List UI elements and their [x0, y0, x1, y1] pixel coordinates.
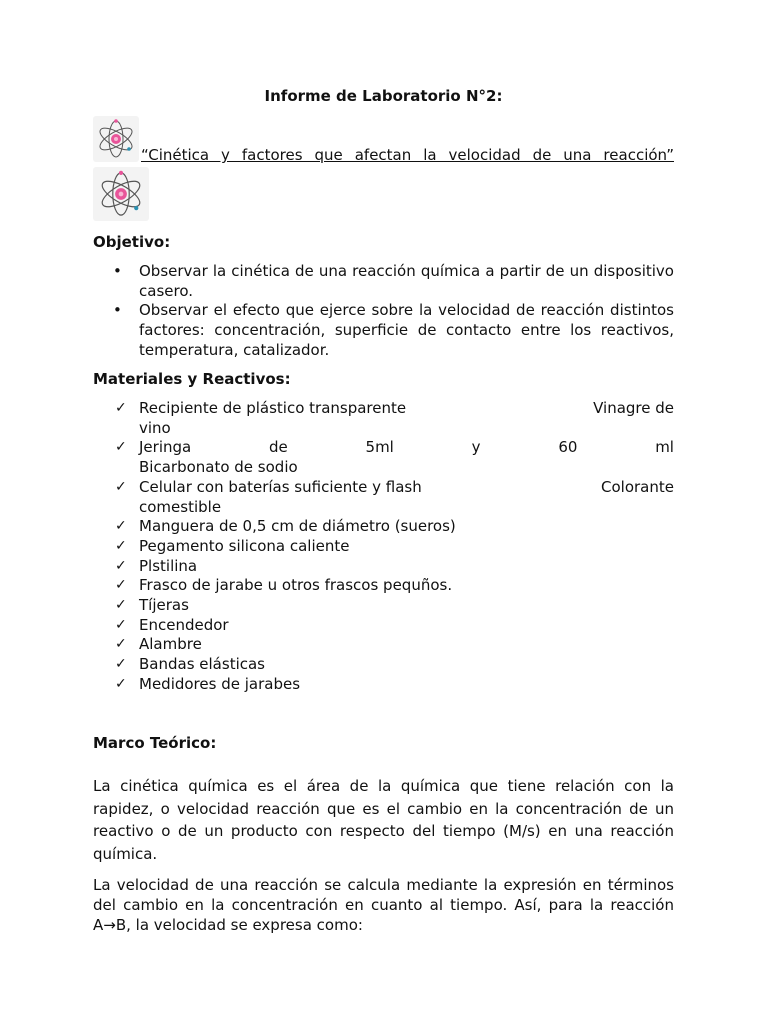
material-continuation: Bicarbonato de sodio [139, 458, 298, 477]
material-name: Medidores de jarabes [139, 674, 301, 693]
theory-paragraph: La velocidad de una reacción se calcula mediante la expresión en términos del cambio en la concentración en cuanto al tiempo. Así, para la reacción A→B, la velocidad se expresa como: [93, 876, 674, 934]
material-name: Vinagre de [593, 399, 674, 417]
check-icon: ✓ [115, 537, 127, 554]
check-icon: ✓ [115, 656, 127, 673]
list-item [93, 478, 674, 517]
material-name: Recipiente de plástico transparente [139, 399, 407, 417]
check-icon: ✓ [115, 400, 127, 416]
material-name: Colorante [601, 477, 674, 496]
material-name: Alambre [139, 635, 202, 654]
check-icon: ✓ [115, 439, 127, 456]
list-item [93, 557, 674, 577]
material-word: y [471, 438, 481, 457]
atom-icon [93, 167, 149, 221]
material-word: Jeringa [139, 438, 192, 457]
document-title: Informe de Laboratorio N°2: [264, 87, 503, 105]
material-word: ml [655, 438, 674, 457]
list-item: • Observar el efecto que ejerce sobre la velocidad de reacción distintos factores: concentración, superficie de contacto entre los reactivos, temperatura, catalizador. [93, 301, 674, 360]
material-name: Tíjeras [139, 596, 189, 615]
theory-paragraph: La cinética química es el área de la química que tiene relación con la rapidez, o velocidad reacción que es el cambio en la concentración de un reactivo o de un producto con respecto del tiempo (M/s) en una reacción química. [93, 777, 674, 863]
material-word: de [269, 438, 288, 457]
list-item [93, 635, 674, 655]
check-icon: ✓ [115, 577, 127, 594]
check-icon: ✓ [115, 636, 127, 653]
check-icon: ✓ [115, 478, 127, 495]
materials-list [93, 399, 674, 695]
list-item [93, 596, 674, 616]
check-icon: ✓ [115, 518, 127, 535]
list-item: • Observar la cinética de una reacción química a partir de un dispositivo casero. [93, 262, 674, 301]
check-icon: ✓ [115, 557, 127, 574]
material-name: Encendedor [139, 615, 229, 634]
material-name: Manguera de 0,5 cm de diámetro (sueros) [139, 517, 456, 536]
theory-heading: Marco Teórico: [93, 734, 217, 752]
list-item [93, 576, 674, 596]
list-item [93, 616, 674, 636]
list-item [93, 537, 674, 557]
material-name: Frasco de jarabe u otros frascos pequños. [139, 576, 453, 595]
material-word: 60 [558, 438, 578, 457]
list-item [93, 399, 674, 438]
material-word: 5ml [365, 438, 394, 457]
material-continuation: vino [139, 418, 171, 437]
check-icon: ✓ [115, 616, 127, 633]
list-item [93, 517, 674, 537]
list-item [93, 675, 674, 695]
material-continuation: comestible [139, 497, 222, 516]
materials-heading: Materiales y Reactivos: [93, 370, 291, 388]
material-name: Bandas elásticas [139, 655, 265, 674]
list-item [93, 438, 674, 477]
material-name: Pegamento silicona caliente [139, 536, 350, 555]
objective-list [93, 262, 674, 361]
check-icon: ✓ [115, 675, 127, 692]
material-name: Plstilina [139, 556, 198, 575]
list-item [93, 655, 674, 675]
check-icon: ✓ [115, 597, 127, 614]
objective-heading: Objetivo: [93, 233, 171, 251]
material-name: Celular con baterías suficiente y flash [139, 477, 422, 496]
atom-icon [93, 116, 139, 162]
document-subtitle: “Cinética y factores que afectan la velocidad de una reacción” [141, 146, 674, 164]
